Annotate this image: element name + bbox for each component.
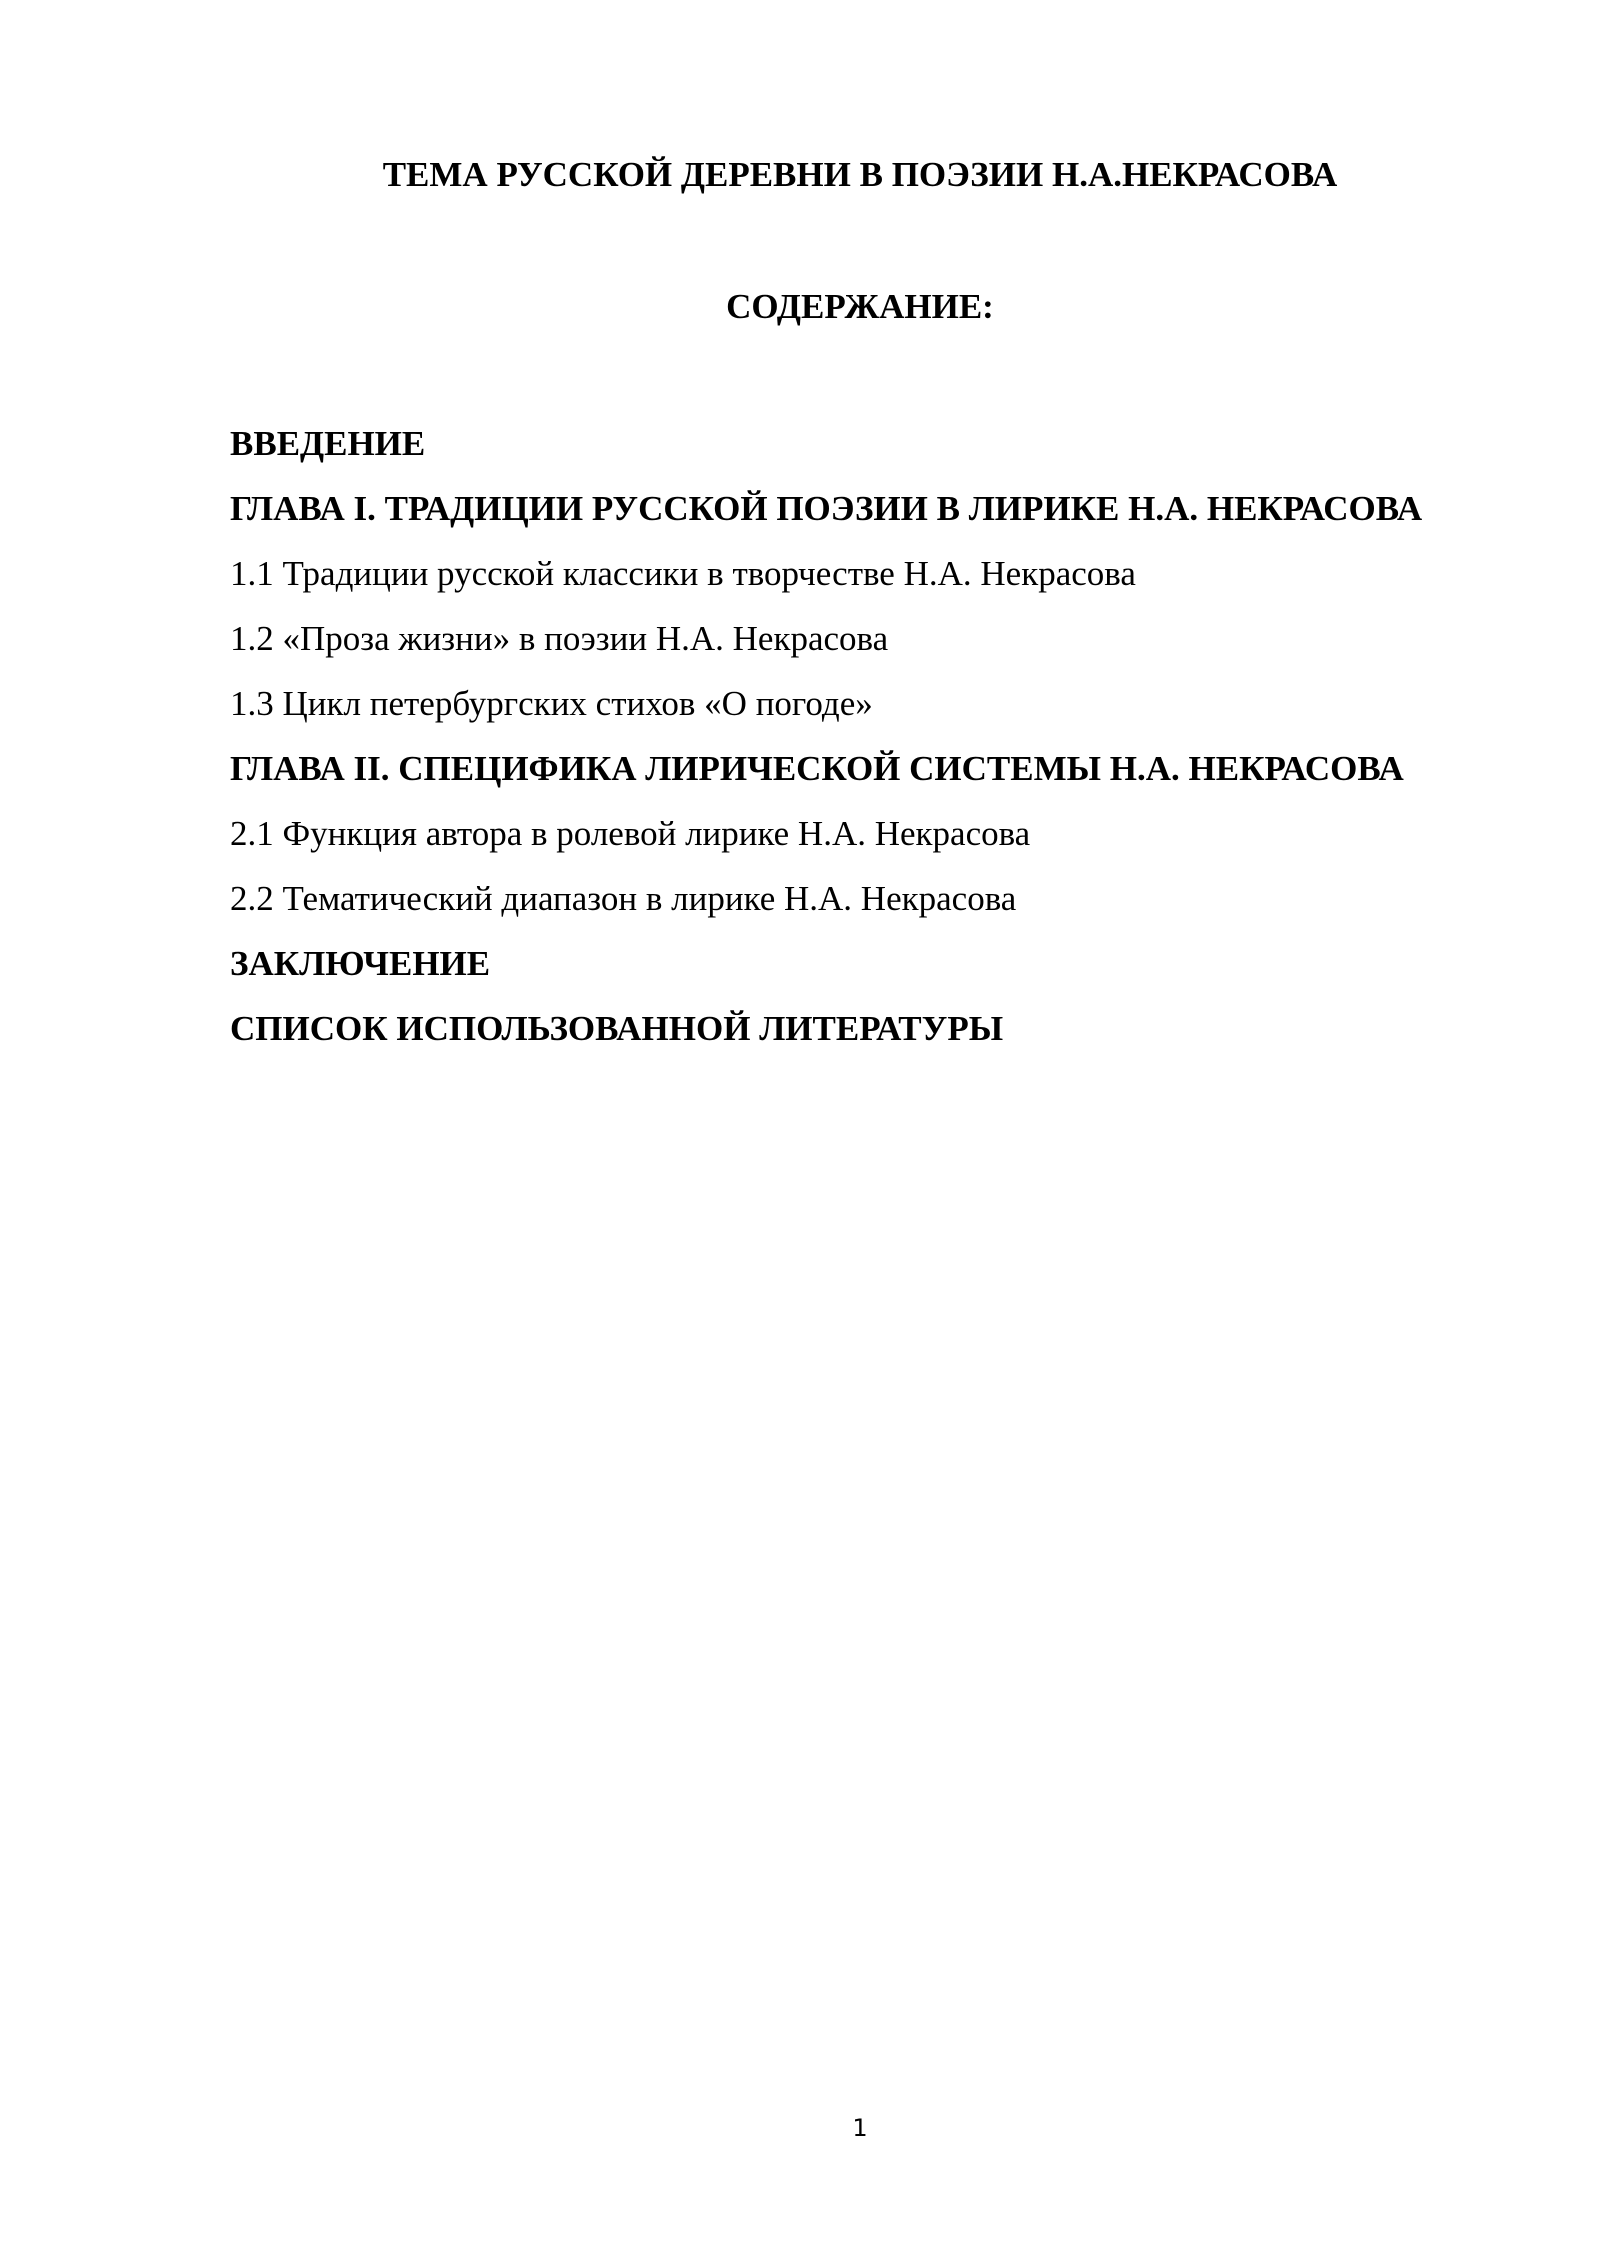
toc-item-chapter-1: ГЛАВА I. ТРАДИЦИИ РУССКОЙ ПОЭЗИИ В ЛИРИКЕ Н.А. НЕКРАСОВА [230, 489, 1423, 528]
toc-item-conclusion: ЗАКЛЮЧЕНИЕ [230, 944, 491, 983]
toc-item-chapter-2: ГЛАВА II. СПЕЦИФИКА ЛИРИЧЕСКОЙ СИСТЕМЫ Н.А. НЕКРАСОВА [230, 749, 1404, 788]
toc-item-section-1-2: 1.2 «Проза жизни» в поэзии Н.А. Некрасова [230, 619, 889, 658]
toc-item-introduction: ВВЕДЕНИЕ [230, 424, 426, 463]
table-of-contents [230, 411, 1491, 1061]
document-title: ТЕМА РУССКОЙ ДЕРЕВНИ В ПОЭЗИИ Н.А.НЕКРАСОВА [382, 155, 1338, 194]
toc-item-section-1-3: 1.3 Цикл петербургских стихов «О погоде» [230, 684, 873, 723]
toc-item-section-2-2: 2.2 Тематический диапазон в лирике Н.А. Некрасова [230, 879, 1017, 918]
page-number: 1 [852, 2114, 868, 2142]
toc-item-section-1-1: 1.1 Традиции русской классики в творчестве Н.А. Некрасова [230, 554, 1136, 593]
toc-item-section-2-1: 2.1 Функция автора в ролевой лирике Н.А. Некрасова [230, 814, 1031, 853]
contents-heading: СОДЕРЖАНИЕ: [726, 287, 994, 326]
toc-item-bibliography: СПИСОК ИСПОЛЬЗОВАННОЙ ЛИТЕРАТУРЫ [230, 1009, 1004, 1048]
